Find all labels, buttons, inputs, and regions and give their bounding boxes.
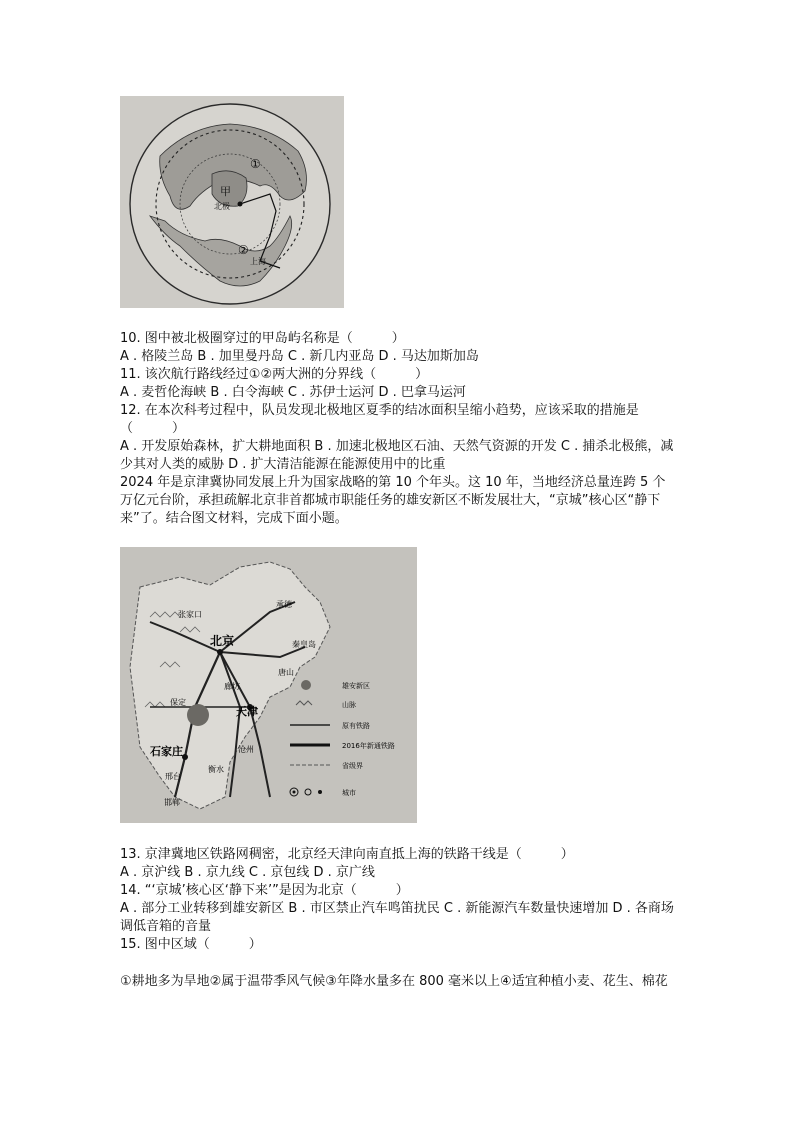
question-10-stem: 10. 图中被北极圈穿过的甲岛屿名称是（ ） [120,331,405,346]
legend-xiongan-swatch [301,680,311,690]
question-14-stem: 14. “‘京城’核心区‘静下来’”是因为北京（ ） [120,883,409,898]
question-15-statements: ①耕地多为旱地②属于温带季风气候③年降水量多在 800 毫米以上④适宜种植小麦、花生、棉花 [120,974,668,989]
question-12-options: A . 开发原始森林，扩大耕地面积 B . 加速北极地区石油、天然气资源的开发 C . 捕杀北极熊，减少其对人类的威胁 D . 扩大清洁能源在能源使用中的比重 [120,439,674,472]
question-14-options: A . 部分工业转移到雄安新区 B . 市区禁止汽车鸣笛扰民 C . 新能源汽车数量快速增加 D . 各商场调低音箱的音量 [120,901,674,934]
question-13-stem: 13. 京津冀地区铁路网稠密，北京经天津向南直抵上海的铁路干线是（ ） [120,847,574,862]
question-11-stem: 11. 该次航行路线经过①②两大洲的分界线（ ） [120,367,429,382]
north-pole-dot [238,202,243,207]
question-13-options: A . 京沪线 B . 京九线 C . 京包线 D . 京广线 [120,865,375,880]
city-tangshan: 唐山 [278,668,294,677]
label-continent-2: ② [238,243,249,257]
arctic-map [120,96,344,308]
city-beijing: 北京 [210,634,235,648]
jingjinji-map [120,547,417,823]
legend-xiongan: 雄安新区 [342,682,370,690]
legend-city: 城市 [342,789,356,797]
question-block-b [120,846,676,954]
city-chengde: 承德 [276,600,292,609]
xiongan-marker [187,704,209,726]
label-jia: 甲 [220,185,231,198]
question-12-stem: 12. 在本次科考过程中，队员发现北极地区夏季的结冰面积呈缩小趋势，应该采取的措施是（ ） [120,403,639,436]
legend-new-rail: 2016年新通铁路 [342,742,395,750]
material-intro: 2024 年是京津冀协同发展上升为国家战略的第 10 个年头。这 10 年，当地经济总量连跨 5 个万亿元台阶，承担疏解北京非首都城市职能任务的雄安新区不断发展壮大，“京城”核心区“静下来”了。结合图文材料，完成下面小题。 [120,475,666,526]
city-qinhuangdao: 秦皇岛 [292,640,316,649]
label-north-pole: 北极 [214,202,230,211]
city-handan: 邯郸 [164,798,180,807]
city-baoding: 保定 [170,698,186,707]
arctic-map-figure [120,96,344,308]
legend-boundary: 省级界 [342,762,363,770]
legend-mountain: 山脉 [342,701,356,709]
question-15-stem: 15. 图中区域（ ） [120,937,262,952]
city-zhangjiakou: 张家口 [178,610,202,619]
city-tianjin: 天津 [236,705,258,718]
legend-city-swatch-3 [318,790,322,794]
label-continent-1: ① [250,157,261,171]
question-10-options: A . 格陵兰岛 B . 加里曼丹岛 C . 新几内亚岛 D . 马达加斯加岛 [120,349,479,364]
city-hengshui: 衡水 [208,765,224,774]
city-shijiazhuang: 石家庄 [150,745,183,758]
question-block-a [120,330,676,528]
legend-city-swatch-1-dot [293,791,296,794]
city-dot-beijing [217,649,223,655]
question-11-options: A . 麦哲伦海峡 B . 白令海峡 C . 苏伊士运河 D . 巴拿马运河 [120,385,466,400]
city-xingtai: 邢台 [165,772,181,781]
city-langfang: 廊坊 [224,682,240,691]
jingjinji-map-figure [120,547,417,823]
city-cangzhou: 沧州 [238,745,254,754]
label-shanghai: 上海 [250,257,266,266]
legend-old-rail: 原有铁路 [342,722,370,730]
